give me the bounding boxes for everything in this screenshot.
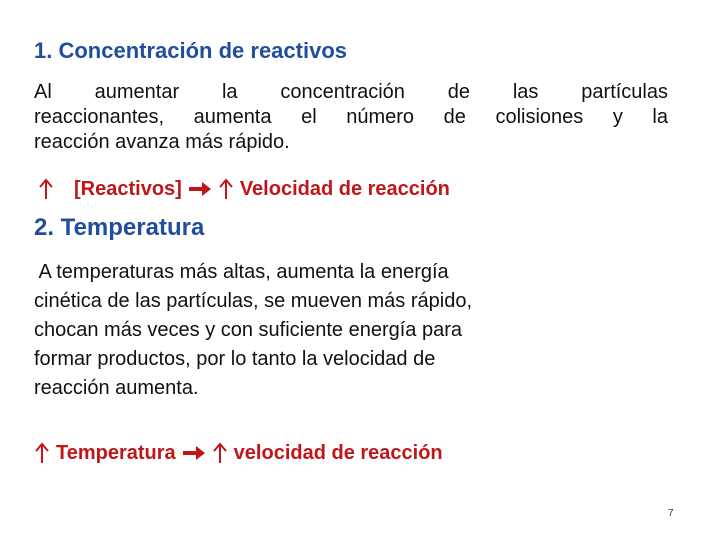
paragraph-line: reaccionantes, aumenta el número de colisiones y la (34, 106, 668, 128)
section-heading-concentration: 1. Concentración de reactivos (34, 38, 347, 63)
paragraph-line: formar productos, por lo tanto la velocidad de (34, 348, 436, 370)
paragraph-line: cinética de las partículas, se mueven más rápido, (34, 290, 472, 312)
up-arrow-icon (212, 442, 228, 464)
right-arrow-icon (182, 445, 206, 461)
concentration-equation (38, 176, 450, 202)
up-arrow-icon (38, 178, 54, 200)
paragraph-line: chocan más veces y con suficiente energía para (34, 319, 463, 341)
temperature-paragraph (34, 258, 594, 403)
paragraph-line: A temperaturas más altas, aumenta la energía (34, 261, 449, 283)
equation-left-term: [Reactivos] (74, 178, 182, 200)
paragraph-line: reacción aumenta. (34, 377, 199, 399)
page-number: 7 (668, 508, 674, 519)
equation-right-term: Velocidad de reacción (239, 178, 450, 200)
right-arrow-icon (188, 181, 212, 197)
paragraph-line: reacción avanza más rápido. (34, 131, 290, 153)
section-heading-temperature: 2. Temperatura (34, 214, 205, 241)
concentration-paragraph (34, 80, 668, 155)
up-arrow-icon (218, 178, 234, 200)
equation-left-term: Temperatura (56, 442, 176, 464)
up-arrow-icon (34, 442, 50, 464)
paragraph-line: Al aumentar la concentración de las partículas (34, 81, 668, 103)
temperature-equation (34, 440, 443, 466)
equation-right-term: velocidad de reacción (233, 442, 443, 464)
